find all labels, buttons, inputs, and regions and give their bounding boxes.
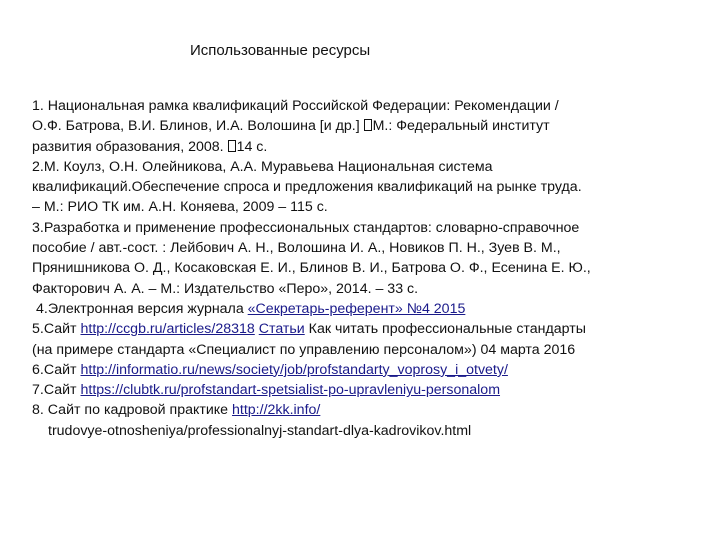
reference-5-line-2: (на примере стандарта «Специалист по управлению персоналом») 04 марта 2016 [32, 341, 576, 358]
reference-1-line-2 [32, 116, 708, 136]
reference-5-text: Как читать профессиональные стандарты [304, 321, 586, 338]
reference-7-link[interactable]: https://clubtk.ru/profstandart-spetsialist-po-upravleniyu-personalom [80, 382, 501, 399]
reference-1-pages: 14 с. [236, 138, 268, 155]
reference-6 [32, 360, 708, 380]
reference-6-prefix: 6.Сайт [32, 361, 81, 378]
reference-3-line-4: Факторович А. А. – М.: Издательство «Перо», 2014. – 33 с. [32, 280, 419, 297]
reference-4 [32, 299, 708, 319]
reference-1-line-1: 1. Национальная рамка квалификаций Российской Федерации: Рекомендации / [32, 98, 559, 114]
reference-4-link[interactable]: «Секретарь-референт» №4 2015 [247, 300, 466, 317]
slide-title: Использованные ресурсы [190, 42, 371, 59]
reference-1-authors: О.Ф. Батрова, В.И. Блинов, И.А. Волошина [и др.] [32, 118, 364, 135]
reference-3-line-3: Прянишникова О. Д., Косаковская Е. И., Блинов В. И., Батрова О. Ф., Есенина Е. Ю., [32, 260, 591, 277]
reference-8-prefix: 8. Сайт по кадровой практике [32, 402, 233, 419]
missing-glyph-icon [228, 140, 236, 152]
reference-7 [32, 380, 708, 400]
reference-2-line-2: квалификаций.Обеспечение спроса и предложения квалификаций на рынке труда. [32, 179, 582, 196]
reference-1-line-3 [32, 137, 708, 157]
reference-5-prefix: 5.Сайт [32, 321, 81, 338]
reference-3-line-2: пособие / авт.-сост. : Лейбович А. Н., Волошина И. А., Новиков П. Н., Зуев В. М., [32, 240, 561, 257]
reference-3-line-1: 3.Разработка и применение профессиональных стандартов: словарно-справочное [32, 219, 580, 236]
reference-2-line-1: 2.М. Коулз, О.Н. Олейникова, А.А. Муравьева Национальная система [32, 158, 493, 175]
reference-5-link-articles[interactable]: Статьи [258, 321, 305, 338]
reference-2-line-3: – М.: РИО ТК им. А.Н. Коняева, 2009 – 115 с. [32, 199, 328, 216]
missing-glyph-icon [364, 119, 372, 131]
reference-4-text: 4.Электронная версия журнала [36, 300, 248, 317]
references-list [32, 96, 708, 441]
reference-5-line-1 [32, 319, 708, 339]
reference-8-line-2: trudovye-otnosheniya/professionalnyj-standart-dlya-kadrovikov.html [48, 422, 472, 439]
reference-8-line-1 [32, 400, 708, 420]
reference-6-link[interactable]: http://informatio.ru/news/society/job/profstandarty_voprosy_i_otvety/ [80, 361, 508, 378]
reference-8-link[interactable]: http://2kk.info/ [232, 402, 321, 419]
reference-5-link-url[interactable]: http://ccgb.ru/articles/28318 [80, 321, 255, 338]
reference-7-prefix: 7.Сайт [32, 382, 81, 399]
reference-1-publisher: М.: Федеральный институт [372, 118, 550, 135]
reference-1-year: развития образования, 2008. [32, 138, 228, 155]
